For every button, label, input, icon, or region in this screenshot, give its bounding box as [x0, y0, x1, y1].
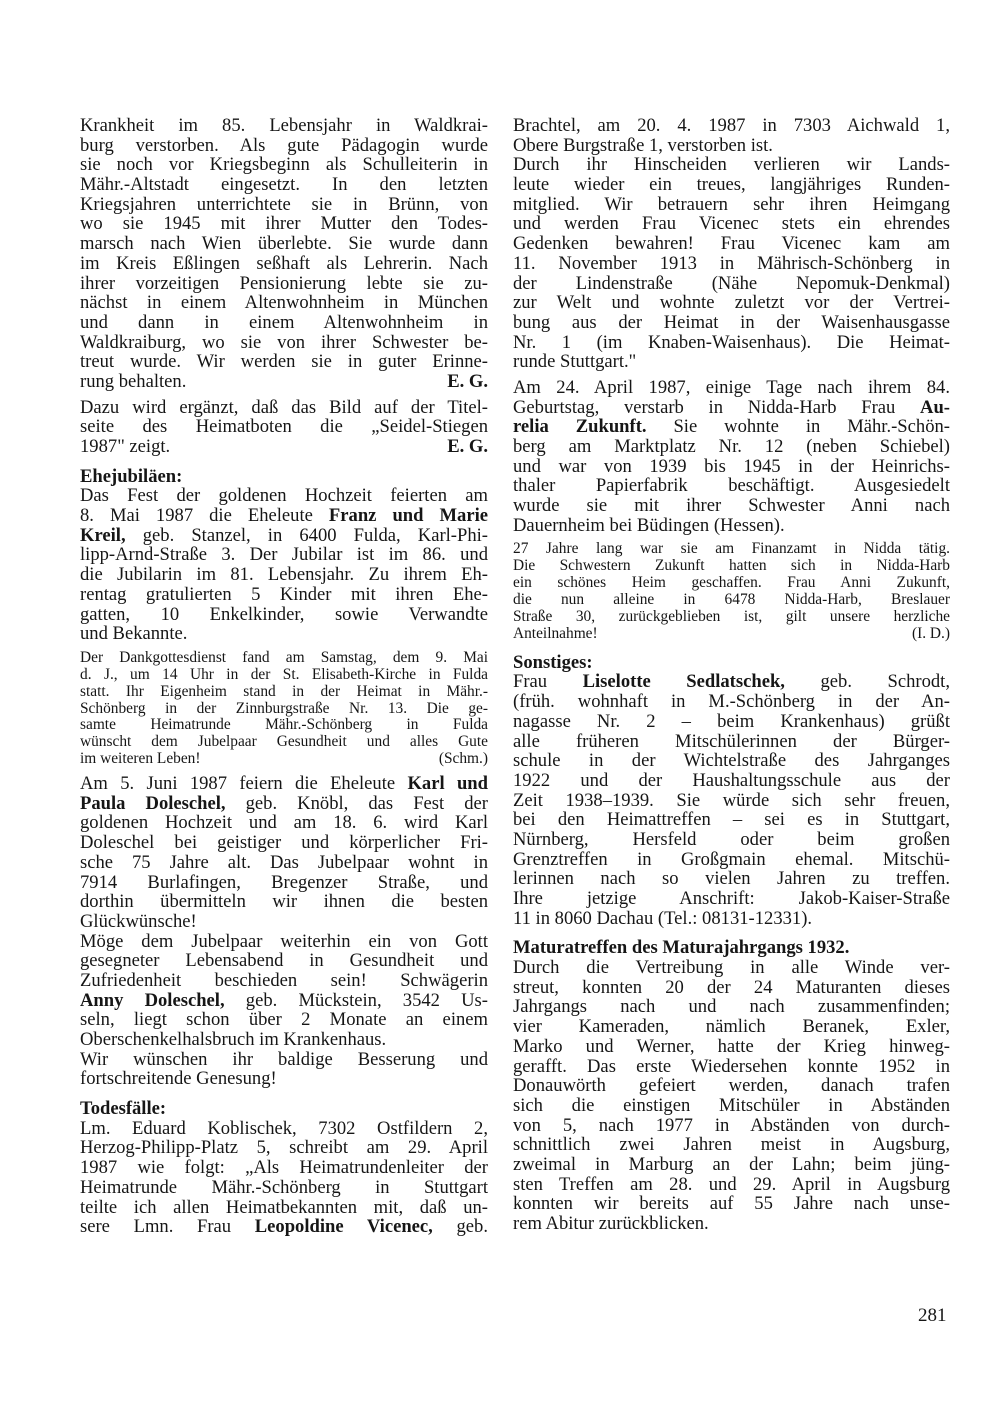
text-run	[80, 751, 201, 768]
text-run: 7914 Burlafingen, Bregenzer Straße, und	[80, 871, 488, 893]
text-run: Straße 30, zurückgeblieben ist, gilt unsere herzliche	[513, 608, 950, 625]
text-line	[80, 605, 488, 625]
text-run: Glückwünsche!	[80, 910, 197, 932]
text-run: nagasse Nr. 2 – beim Krankenhaus) grüßt	[513, 710, 950, 732]
text-line	[80, 293, 488, 313]
left-column	[80, 116, 488, 1243]
text-run: Durch ihr Hinscheiden verlieren wir Lands-	[513, 154, 950, 176]
text-run: die Jubilarin im 81. Lebensjahr. Zu ihrem Eh-	[80, 564, 488, 586]
text-run: schule in der Wichtelstraße des Jahrganges	[513, 750, 950, 772]
bold-name: Franz und Marie	[328, 505, 488, 527]
text-line	[513, 136, 950, 156]
text-line	[80, 1217, 488, 1237]
text-line	[513, 869, 950, 889]
text-line	[513, 155, 950, 175]
bold-name: Kreil,	[80, 524, 126, 546]
text-line	[513, 1135, 950, 1155]
text-run: seite des Heimatboten die „Seidel-Stiegen	[80, 416, 488, 438]
author-signature: (I. D.)	[911, 624, 950, 642]
text-run: Ehejubiläen:	[80, 465, 183, 487]
text-line	[80, 1178, 488, 1198]
text-run: Ihre jetzige Anschrift: Jakob-Kaiser-Straße	[513, 888, 950, 910]
text-run: 27 Jahre lang war sie am Finanzamt in Nidda tätig.	[513, 540, 950, 558]
text-run: Sie wohnte in Mähr.-Schön-	[646, 416, 950, 438]
text-line	[513, 417, 950, 437]
text-run: fortschreitende Genesung!	[80, 1068, 277, 1090]
text-line	[513, 1116, 950, 1136]
text-run: sten Treffen am 28. und 29. April in Augsburg	[513, 1173, 950, 1195]
text-line	[80, 650, 488, 667]
text-line	[513, 476, 950, 496]
text-run: gesegneter Lebensabend in Gesundheit und	[80, 950, 488, 972]
text-run: dorthin übermitteln wir ihnen die besten	[80, 891, 488, 913]
text-line	[80, 774, 488, 794]
text-run: Nr. 1 (im Knaben-Waisenhaus). Die Heimat-	[513, 331, 950, 353]
bold-name: Au-	[920, 396, 950, 418]
text-line	[513, 1037, 950, 1057]
text-line	[513, 672, 950, 692]
text-line	[513, 978, 950, 998]
text-line	[513, 398, 950, 418]
text-line	[513, 626, 950, 643]
text-run	[80, 437, 170, 457]
text-run: Das Fest der goldenen Hochzeit feierten am	[80, 485, 488, 507]
text-line	[513, 850, 950, 870]
section-heading	[80, 1099, 488, 1119]
text-run: gerafft. Das erste Wiedersehen konnte 1952 in	[513, 1055, 950, 1077]
text-line	[513, 313, 950, 333]
text-run: Dazu wird ergänzt, daß das Bild auf der Titel-	[80, 396, 488, 418]
text-line	[80, 1158, 488, 1178]
bold-name: Liselotte Sedlatschek,	[582, 671, 785, 693]
text-line	[80, 794, 488, 814]
text-run: vier Kameraden, nämlich Beranek, Exler,	[513, 1016, 950, 1038]
text-run: Zufriedenheit beschieden sein! Schwägerin	[80, 969, 488, 991]
text-run: rem Abitur zurückblicken.	[513, 1213, 709, 1235]
text-run: Lm. Eduard Koblischek, 7302 Ostfildern 2,	[80, 1117, 488, 1139]
text-line	[80, 684, 488, 701]
text-line	[80, 333, 488, 353]
text-run: geb. Schrodt,	[784, 671, 950, 693]
text-run: Wir wünschen ihr baldige Besserung und	[80, 1048, 488, 1070]
text-line	[80, 624, 488, 644]
paragraph	[513, 378, 950, 536]
text-run	[80, 372, 186, 392]
text-run: leute wieder ein treues, langjähriges Runden-	[513, 174, 950, 196]
text-run: runde Stuttgart."	[513, 351, 637, 373]
text-line	[513, 1214, 950, 1234]
text-run: Der Dankgottesdienst fand am Samstag, dem 9. Mai	[80, 648, 488, 666]
text-line	[513, 541, 950, 558]
text-line	[513, 352, 950, 372]
text-line	[80, 1119, 488, 1139]
paragraph	[80, 486, 488, 644]
text-run: wo sie 1945 mit ihrer Mutter den Todes-	[80, 213, 488, 235]
text-line	[80, 437, 488, 457]
text-run: 1922 und der Haushaltungsschule aus der	[513, 769, 950, 791]
text-line	[513, 234, 950, 254]
text-line	[80, 951, 488, 971]
bold-name: Anny Doleschel,	[80, 989, 225, 1011]
paragraph	[513, 958, 950, 1234]
text-run: Am 5. Juni 1987 feiern die Eheleute	[80, 773, 408, 795]
author-signature: E. G.	[447, 370, 488, 392]
text-line	[513, 378, 950, 398]
text-run: bung aus der Heimat in der Waisenhausgasse	[513, 311, 950, 333]
text-run: im weiteren Leben!	[80, 750, 201, 768]
text-run: geb. Mückstein, 3542 Us-	[224, 989, 488, 1011]
text-line	[80, 853, 488, 873]
text-run: alle früheren Mitschülerinnen der Bürger-	[513, 730, 950, 752]
text-run: und war von 1939 bis 1945 in der Heinrichs-	[513, 455, 950, 477]
text-line	[513, 997, 950, 1017]
text-run: zur Welt und wohnte zuletzt vor der Vertrei-	[513, 292, 950, 314]
text-line	[80, 932, 488, 952]
text-line	[513, 254, 950, 274]
text-run: konnten wir bereits auf 55 Jahre nach unse-	[513, 1193, 950, 1215]
text-line	[80, 526, 488, 546]
text-line	[513, 496, 950, 516]
text-line	[513, 889, 950, 909]
text-run: Anteilnahme!	[513, 624, 598, 642]
text-run: Grenztreffen in Großgmain ehemal. Mitschü-	[513, 848, 950, 870]
text-run: Frau	[513, 671, 583, 693]
text-run: Todesfälle:	[80, 1098, 167, 1120]
text-run: marsch nach Wien überlebte. Sie wurde dann	[80, 233, 488, 255]
text-line	[513, 791, 950, 811]
text-line	[80, 545, 488, 565]
text-run: geb.	[432, 1216, 488, 1238]
text-line	[80, 734, 488, 751]
text-run: Obere Burgstraße 1, verstorben ist.	[513, 134, 773, 156]
bold-name: Karl und	[407, 773, 488, 795]
text-run: Kriegsjahren unterrichtete sie in Brünn, von	[80, 193, 488, 215]
text-run: Krankheit im 85. Lebensjahr in Waldkrai-	[80, 115, 488, 136]
text-line	[513, 575, 950, 592]
small-print-paragraph	[80, 650, 488, 768]
paragraph	[80, 1119, 488, 1237]
right-column	[513, 116, 950, 1240]
text-run: Möge dem Jubelpaar weiterhin ein von Gott	[80, 930, 488, 952]
text-line	[80, 565, 488, 585]
text-run: Brachtel, am 20. 4. 1987 in 7303 Aichwald 1,	[513, 115, 950, 136]
text-run: wurde sie mit ihrer Schwester Anni nach	[513, 495, 950, 517]
text-line	[513, 909, 950, 929]
text-run: Oberschenkelhalsbruch im Krankenhaus.	[80, 1029, 387, 1051]
text-run: Durch die Vertreibung in alle Winde ver-	[513, 957, 950, 979]
text-line	[513, 609, 950, 626]
text-run: Die Schwestern Zukunft hatten sich in Nidda-Harb	[513, 557, 950, 575]
text-line	[80, 991, 488, 1011]
text-run: Am 24. April 1987, einige Tage nach ihrem 84.	[513, 376, 950, 398]
text-line	[80, 701, 488, 718]
text-run: Geburtstag, verstarb in Nidda-Harb Frau	[513, 396, 921, 418]
text-run: 11. November 1913 in Mährisch-Schönberg in	[513, 252, 950, 274]
text-run: ein schönes Heim geschaffen. Frau Anni Zukunft,	[513, 574, 950, 592]
text-line	[80, 313, 488, 333]
text-run: 1987 wie folgt: „Als Heimatrundenleiter der	[80, 1157, 488, 1179]
text-run: im Kreis Eßlingen seßhaft als Lehrerin. Nach	[80, 252, 488, 274]
text-line	[513, 1057, 950, 1077]
text-run: treut wurde. Wir werden sie in guter Erinne-	[80, 351, 488, 373]
text-run: 8. Mai 1987 die Eheleute	[80, 505, 329, 527]
page-number: 281	[918, 1305, 947, 1326]
text-line	[80, 813, 488, 833]
text-run: bei den Heimattreffen – sei es in Stuttgart,	[513, 809, 950, 831]
text-line	[80, 467, 488, 487]
section-heading	[513, 653, 950, 673]
text-line	[80, 971, 488, 991]
text-run: samte Heimatrunde Mähr.-Schönberg in Fulda	[80, 716, 488, 734]
text-line	[80, 116, 488, 136]
text-run: rentag gratulierten 5 Kinder mit ihren Ehe-	[80, 583, 488, 605]
paragraph	[80, 398, 488, 457]
text-run: Waldkraiburg, wo sie von ihrer Schwester be-	[80, 331, 488, 353]
text-line	[513, 810, 950, 830]
text-run: Doleschel bei geistiger und körperlicher Fri-	[80, 832, 488, 854]
text-run: sie noch vor Kriegsbeginn als Schulleiterin in	[80, 154, 488, 176]
text-line	[80, 1138, 488, 1158]
text-line	[80, 352, 488, 372]
text-line	[80, 234, 488, 254]
text-line	[513, 830, 950, 850]
text-line	[80, 717, 488, 734]
text-run: Gedenken bewahren! Frau Vicenec kam am	[513, 233, 950, 255]
text-line	[80, 873, 488, 893]
section-heading	[513, 938, 950, 958]
text-run: teilte ich allen Heimatbekannten mit, daß un-	[80, 1196, 488, 1218]
text-line	[513, 1076, 950, 1096]
text-run: zweimal in Marburg an der Lahn; beim jüng-	[513, 1153, 950, 1175]
text-run: Mähr.-Altstadt eingesetzt. In den letzten	[80, 174, 488, 196]
text-run: thaler Papierfabrik beschäftigt. Ausgesiedelt	[513, 475, 950, 497]
text-line	[80, 274, 488, 294]
text-line	[513, 333, 950, 353]
paragraph	[80, 116, 488, 392]
text-run: sche 75 Jahre alt. Das Jubelpaar wohnt in	[80, 851, 488, 873]
text-line	[80, 155, 488, 175]
text-run: Schönberg in der Zinnburgstraße Nr. 13. Die ge-	[80, 699, 488, 717]
text-run: Jahrgangs nach und nach zusammenfinden;	[513, 996, 950, 1018]
text-line	[513, 653, 950, 673]
bold-name: Paula Doleschel,	[80, 792, 226, 814]
text-line	[513, 771, 950, 791]
text-run	[513, 626, 598, 643]
text-line	[80, 1050, 488, 1070]
text-run: sere Lmn. Frau	[80, 1216, 255, 1238]
text-line	[80, 1010, 488, 1030]
text-line	[80, 912, 488, 932]
text-line	[80, 372, 488, 392]
text-run: Dauernheim bei Büdingen (Hessen).	[513, 514, 785, 536]
text-run: und Bekannte.	[80, 623, 188, 645]
text-run: d. J., um 14 Uhr in der St. Elisabeth-Kirche in Fulda	[80, 665, 488, 683]
text-line	[513, 516, 950, 536]
text-run: sich die einstigen Mitschüler in Abständen	[513, 1094, 950, 1116]
text-run: Herzog-Philipp-Platz 5, schreibt am 29. April	[80, 1137, 488, 1159]
text-run: die nun alleine in 6478 Nidda-Harb, Breslauer	[513, 591, 950, 609]
text-line	[513, 437, 950, 457]
text-run: ihrer vorzeitigen Pensionierung lebte sie zu-	[80, 272, 488, 294]
text-line	[80, 1099, 488, 1119]
text-run: 1987" zeigt.	[80, 436, 171, 457]
text-line	[80, 506, 488, 526]
text-line	[80, 1030, 488, 1050]
text-line	[513, 274, 950, 294]
text-line	[513, 558, 950, 575]
text-run: wünscht dem Jubelpaar Gesundheit und alles Gute	[80, 733, 488, 751]
text-line	[80, 486, 488, 506]
text-run: Zeit 1938–1939. Sie würde sich sehr freuen,	[513, 789, 950, 811]
text-run: Donauwörth gefeiert werden, danach trafen	[513, 1075, 950, 1097]
small-print-paragraph	[513, 541, 950, 642]
paragraph	[80, 774, 488, 1089]
text-run: streut, konnten 20 der 24 Maturanten dieses	[513, 976, 950, 998]
text-run: schnittlich zwei Jahren meist in Augsburg,	[513, 1134, 950, 1156]
text-line	[513, 195, 950, 215]
text-line	[80, 254, 488, 274]
text-line	[513, 938, 950, 958]
text-line	[513, 1175, 950, 1195]
text-line	[80, 751, 488, 768]
text-run: Heimatrunde Mähr.-Schönberg in Stuttgart	[80, 1176, 488, 1198]
text-run: (früh. wohnhaft in M.-Schönberg in der An-	[513, 691, 950, 713]
text-run: burg verstorben. Als gute Pädagogin wurde	[80, 134, 488, 156]
text-line	[513, 1017, 950, 1037]
text-line	[513, 712, 950, 732]
text-line	[513, 592, 950, 609]
text-line	[80, 136, 488, 156]
text-run: von 5, nach 1977 in Abständen von durch-	[513, 1114, 950, 1136]
text-run: geb. Stanzel, in 6400 Fulda, Karl-Phi-	[125, 524, 488, 546]
text-run: lerinnen nach so vielen Jahren zu treffen.	[513, 868, 950, 890]
text-run: der Lindenstraße (Nähe Nepomuk-Denkmal)	[513, 272, 950, 294]
text-line	[513, 958, 950, 978]
text-line	[513, 457, 950, 477]
paragraph	[513, 672, 950, 928]
text-run: mitglied. Wir betrauern sehr ihren Heimgang	[513, 193, 950, 215]
text-run: berg am Marktplatz Nr. 12 (neben Schiebel)	[513, 436, 950, 457]
text-line	[513, 214, 950, 234]
text-line	[513, 751, 950, 771]
text-line	[513, 1096, 950, 1116]
text-run: gatten, 10 Enkelkinder, sowie Verwandte	[80, 603, 488, 625]
text-run: Maturatreffen des Maturajahrgangs 1932.	[513, 937, 850, 959]
author-signature: E. G.	[447, 436, 488, 457]
text-line	[80, 1069, 488, 1089]
text-run: Sonstiges:	[513, 651, 593, 673]
text-run: seln, liegt schon über 2 Monate an einem	[80, 1009, 488, 1031]
text-line	[513, 293, 950, 313]
text-line	[513, 732, 950, 752]
text-run: und dann in einem Altenwohnheim in	[80, 311, 488, 333]
text-line	[80, 195, 488, 215]
section-heading	[80, 467, 488, 487]
text-run: statt. Ihr Eigenheim stand in der Heimat in Mähr.-	[80, 682, 488, 700]
bold-name: relia Zukunft.	[513, 416, 647, 438]
text-run: und werden Frau Vicenec stets ein ehrendes	[513, 213, 950, 235]
text-line	[513, 175, 950, 195]
text-run: rung behalten.	[80, 370, 187, 392]
text-run: goldenen Hochzeit und am 18. 6. wird Karl	[80, 812, 488, 834]
text-line	[80, 214, 488, 234]
text-run: 11 in 8060 Dachau (Tel.: 08131-12331).	[513, 907, 813, 929]
text-line	[80, 175, 488, 195]
text-run: nächst in einem Altenwohnheim in München	[80, 292, 488, 314]
text-line	[513, 1194, 950, 1214]
author-signature: (Schm.)	[438, 750, 488, 768]
paragraph	[513, 116, 950, 372]
text-run: Nürnberg, Hersfeld oder beim großen	[513, 828, 950, 850]
text-line	[80, 667, 488, 684]
text-line	[80, 1198, 488, 1218]
text-line	[80, 833, 488, 853]
text-run: geb. Knöbl, das Fest der	[225, 792, 488, 814]
text-line	[80, 417, 488, 437]
bold-name: Leopoldine Vicenec,	[254, 1216, 433, 1238]
text-line	[513, 1155, 950, 1175]
text-line	[80, 892, 488, 912]
text-run: lipp-Arnd-Straße 3. Der Jubilar ist im 86. und	[80, 544, 488, 566]
text-line	[513, 116, 950, 136]
text-line	[80, 585, 488, 605]
text-run: Marko und Werner, hatte der Krieg hinweg-	[513, 1035, 950, 1057]
text-line	[80, 398, 488, 418]
text-line	[513, 692, 950, 712]
